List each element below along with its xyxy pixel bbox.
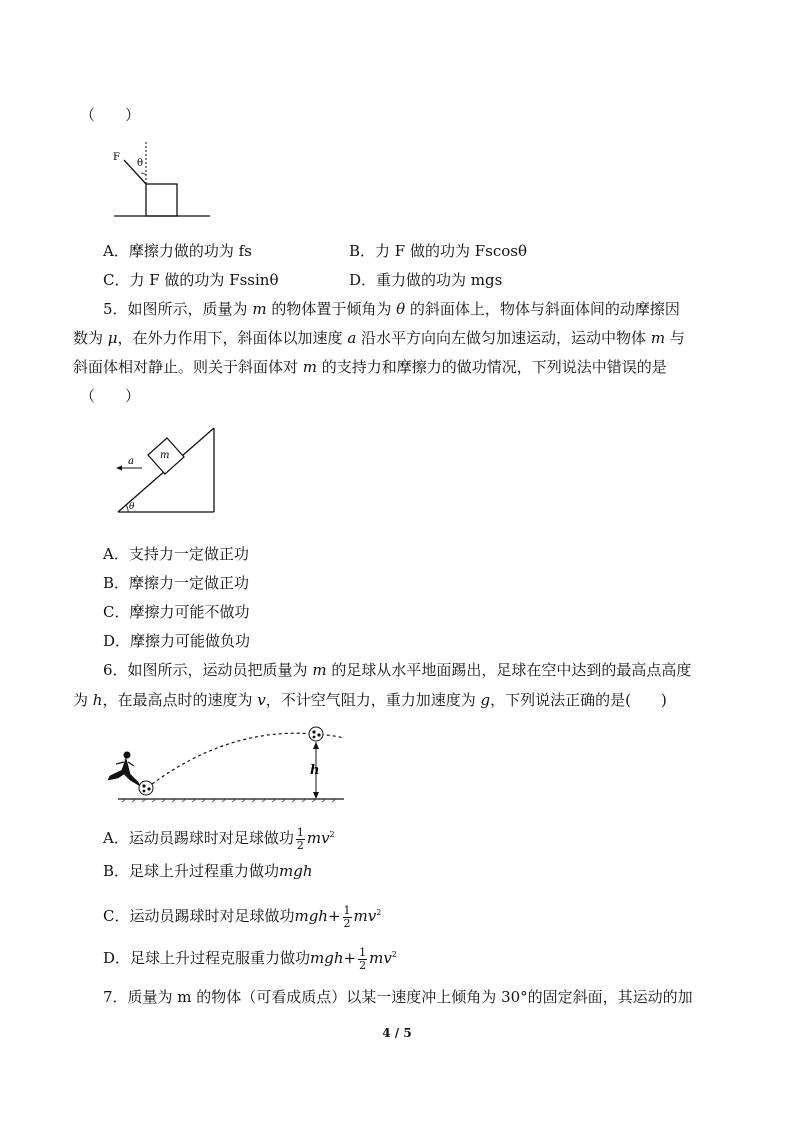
- q5-option-b: B．摩擦力一定做正功: [103, 574, 250, 592]
- q4-option-c: C．力 F 做的功为 Fssinθ: [103, 271, 279, 289]
- q5-option-c: C．摩擦力可能不做功: [103, 603, 250, 621]
- q6-option-c: C．运动员踢球时对足球做功mgh+ $\frac{1}{2}$ $mv^2$: [103, 903, 382, 930]
- q4-answer-paren: （ ）: [80, 106, 141, 124]
- q5-angle-arc: [126, 505, 128, 512]
- q4-option-a: A．摩擦力做的功为 fs: [103, 242, 252, 260]
- page-number: 4 / 5: [382, 1026, 412, 1040]
- q6-option-d: D．足球上升过程克服重力做功mgh+ $\frac{1}{2}$ $mv^2$: [103, 945, 397, 972]
- q6-height-arrow-bottom: [313, 792, 319, 799]
- q4-force-label: F: [113, 152, 120, 163]
- q6-stem-line1: 6．如图所示，运动员把质量为 m 的足球从水平地面踢出，足球在空中达到的最高点高度: [103, 661, 692, 679]
- q5-stem-line3: 斜面体相对静止。则关于斜面体对 m 的支持力和摩擦力的做功情况，下列说法中错误的是: [73, 358, 667, 376]
- q5-option-d: D．摩擦力可能做负功: [103, 632, 251, 650]
- q4-option-b: B．力 F 做的功为 Fscosθ: [349, 242, 528, 260]
- q5-answer-paren: （ ）: [80, 387, 141, 405]
- q4-angle-arc: [141, 173, 146, 175]
- q6-player-figure: [108, 752, 140, 786]
- q6-figure: [100, 722, 350, 806]
- q5-stem-line2: 数为 μ，在外力作用下，斜面体以加速度 a 沿水平方向向左做匀加速运动，运动中物体 m 与: [73, 329, 685, 347]
- q6-option-b: B．足球上升过程重力做功mgh: [103, 862, 313, 880]
- q6-height-arrow-top: [313, 742, 319, 749]
- q5-angle-label: θ: [129, 502, 135, 512]
- q6-option-a: A．运动员踢球时对足球做功 $\frac{1}{2}$ $mv^2$: [103, 825, 335, 852]
- q5-mass-label: m: [160, 450, 170, 461]
- q5-figure: [110, 422, 220, 514]
- q6-ball-start: [139, 781, 153, 795]
- q4-angle-label: θ: [137, 158, 144, 169]
- q4-block: [146, 184, 177, 216]
- q6-height-label: h: [310, 763, 320, 778]
- q6-stem-line2: 为 h，在最高点时的速度为 v，不计空气阻力，重力加速度为 g，下列说法正确的是( ): [73, 691, 667, 709]
- q5-option-a: A．支持力一定做正功: [103, 545, 249, 563]
- q4-option-d: D．重力做的功为 mgs: [349, 271, 503, 289]
- q4-figure: [110, 138, 215, 220]
- q5-accel-arrowhead: [116, 466, 122, 471]
- q5-stem-line1: 5．如图所示，质量为 m 的物体置于倾角为 θ 的斜面体上，物体与斜面体间的动摩擦因: [103, 300, 680, 318]
- q5-accel-label: a: [128, 456, 134, 467]
- q6-ball-top: [309, 727, 323, 741]
- q7-stem-line1: 7．质量为 m 的物体（可看成质点）以某一速度冲上倾角为 30°的固定斜面，其运动的加: [103, 988, 693, 1006]
